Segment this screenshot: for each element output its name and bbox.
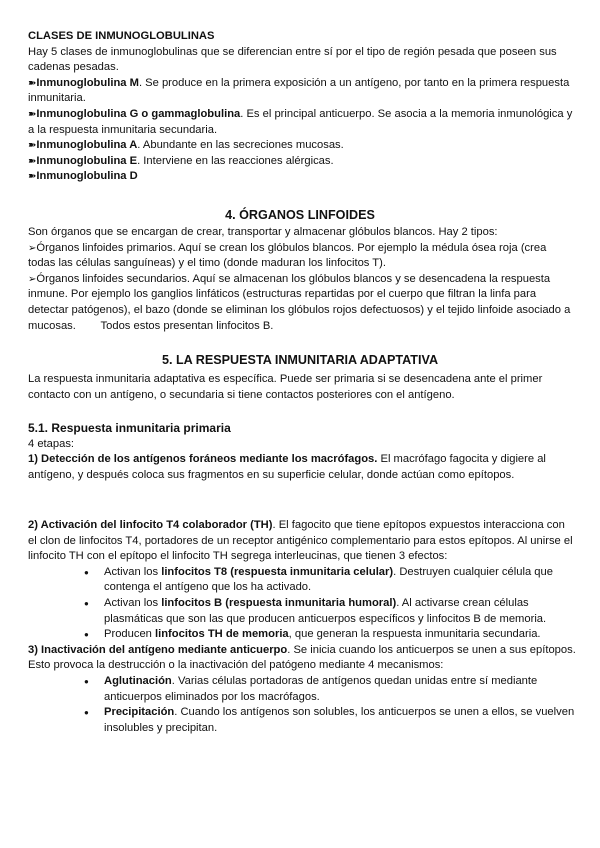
list-item: ➢Órganos linfoides secundarios. Aquí se almacenan los glóbulos blancos y se desencadena la respuesta inmune. Por ejemplo los ganglios linfáticos (estructuras repartidas por el cuerpo que filtran la linfa para detectar patógenos), el bazo (donde se eliminan los glóbulos rojos defectuosos) y el tejido linfoide asociado a mucosas. Todos estos presentan linfocitos B.	[28, 272, 574, 332]
arrow-icon: ➽	[28, 171, 37, 183]
stage-3-paragraph: 3) Inactivación del antígeno mediante anticuerpo. Se inicia cuando los anticuerpos se unen a sus epítopos. Esto provoca la destrucción o la inactivación del patógeno mediante 4 mecanismos:	[28, 643, 576, 672]
list-item: ● Activan los linfocitos B (respuesta inmunitaria humoral). Al activarse crean células plasmáticas que son las que producen anticuerpos específicos y linfocitos B de memoria.	[28, 596, 576, 627]
section-clases	[28, 29, 576, 185]
list-item: ● Producen linfocitos TH de memoria, que generan la respuesta inmunitaria secundaria.	[28, 627, 576, 643]
stage-3-bullets	[28, 674, 576, 736]
list-item: ● Aglutinación. Varias células portadoras de antígenos quedan unidas entre sí mediante anticuerpos eliminados por los macrófagos.	[28, 674, 576, 705]
arrow-icon: ➽	[28, 108, 37, 120]
list-item: ➽Inmunoglobulina D	[28, 170, 138, 183]
paragraph-respuesta-intro: La respuesta inmunitaria adaptativa es específica. Puede ser primaria si se desencadena ante el primer contacto con un antígeno, o secundaria si tiene contactos posteriores con el antígeno.	[28, 373, 543, 401]
section-title-organos: 4. ÓRGANOS LINFOIDES	[225, 208, 375, 222]
list-item: ➽Inmunoglobulina G o gammaglobulina. Es el principal anticuerpo. Se asocia a la memoria inmunológica y a la respuesta inmunitaria secundaria.	[28, 107, 573, 136]
list-item: ● Activan los linfocitos T8 (respuesta inmunitaria celular). Destruyen cualquier célula que contenga el antígeno que los ha activado.	[28, 565, 576, 596]
list-item: ➽Inmunoglobulina M. Se produce en la primera exposición a un antígeno, por tanto en la primera respuesta inmunitaria.	[28, 76, 570, 105]
paragraph-organos-intro: Son órganos que se encargan de crear, transportar y almacenar glóbulos blancos. Hay 2 tipos:	[28, 226, 498, 238]
list-item: ● Precipitación. Cuando los antígenos son solubles, los anticuerpos se unen a ellos, se vuelven insolubles y precipitan.	[28, 705, 576, 736]
section-title-primaria: 5.1. Respuesta inmunitaria primaria	[28, 421, 231, 435]
stage-2-paragraph: 2) Activación del linfocito T4 colaborador (TH). El fagocito que tiene epítopos expuestos interacciona con el clon de linfocitos T4, portadores de un receptor antigénico complementario para estos epítopos. Al unirse el linfocito TH con el epítopo el linfocito TH segrega interleucinas, que tienen 3 efectos:	[28, 519, 573, 563]
list-item: ➽Inmunoglobulina E. Interviene en las reacciones alérgicas.	[28, 154, 334, 167]
stages-label: 4 etapas:	[28, 437, 75, 450]
stage-2	[28, 518, 576, 736]
section-primaria	[28, 421, 576, 483]
stage-2-bullets	[28, 565, 576, 643]
arrow-icon: ➽	[28, 77, 37, 89]
section-title-respuesta: 5. LA RESPUESTA INMUNITARIA ADAPTATIVA	[161, 353, 439, 367]
list-item: ➽Inmunoglobulina A. Abundante en las secreciones mucosas.	[28, 139, 344, 152]
arrow-icon: ➽	[28, 140, 37, 152]
section-organos	[28, 225, 576, 334]
stage-1-paragraph: 1) Detección de los antígenos foráneos mediante los macrófagos. El macrófago fagocita y digiere al antígeno, y después coloca sus fragmentos en su superficie celular, donde actúan como epítopos.	[28, 453, 546, 481]
arrow-icon: ➢	[28, 242, 37, 254]
arrow-icon: ➢	[28, 273, 37, 285]
section-title-clases: CLASES DE INMUNOGLOBULINAS	[28, 30, 215, 42]
arrow-icon: ➽	[28, 155, 37, 167]
paragraph-clases-intro: Hay 5 clases de inmunoglobulinas que se diferencian entre sí por el tipo de región pesada que poseen sus cadenas pesadas.	[28, 45, 557, 74]
list-item: ➢Órganos linfoides primarios. Aquí se crean los glóbulos blancos. Por ejemplo la médula ósea roja (crea todas las células sanguíneas) y el timo (donde maduran los linfocitos T).	[28, 241, 547, 270]
